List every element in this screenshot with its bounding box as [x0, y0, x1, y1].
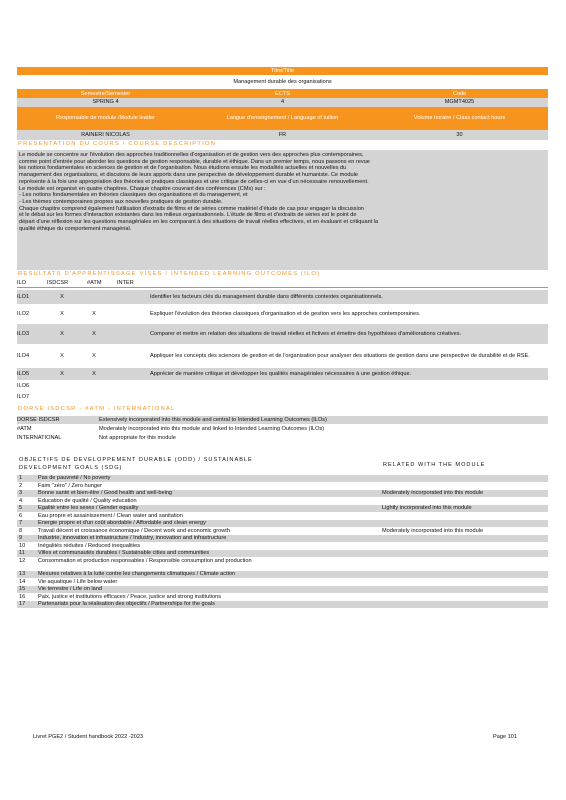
ilo-text — [150, 392, 548, 402]
sdg-row — [17, 513, 548, 520]
sdg-number: 8 — [19, 527, 23, 534]
sdg-number: 3 — [19, 490, 23, 496]
ilo-inter — [113, 368, 143, 380]
sdg-row — [17, 601, 548, 608]
presentation-line: - Les thèmes contemporaines propres aux nouvelles pratiques de gestion durable. — [19, 198, 223, 205]
ilo-text — [150, 381, 548, 391]
semester-label-row — [17, 90, 548, 98]
ilo-isd: X — [60, 330, 64, 337]
sdg-goal: Industrie, innovation et infrastructure / Industry, innovation and infrastructure — [38, 535, 227, 541]
presentation-line: départ d'une réflexion sur les questions managériales en les comparant à des situations de travail réelles effectives, et en évaluant et critiquant la — [19, 219, 379, 226]
sdg-goal: Egalité entre les sexes / Gender equality — [38, 505, 139, 511]
sdg-row — [17, 498, 548, 505]
leader-value: RAINERI NICOLAS — [81, 131, 130, 138]
programme-row — [17, 425, 548, 433]
presentation-line: les notions fondamentales en sciences de gestion et de l'organisation. Nous étudions ensuite les modalités actuelles et nouvelles du — [19, 165, 347, 172]
sdg-row — [17, 535, 548, 542]
footer-left: Livret PGE2 / Student handbook 2022 -2023 — [33, 734, 144, 740]
ilo-code: ILO7 — [17, 393, 30, 400]
sdg-number: 5 — [19, 505, 23, 511]
sdg-goal: Partenariats pour la réalisation des objectifs / Partnerships for the goals — [38, 601, 215, 607]
ilo-row — [17, 368, 548, 380]
leader-label-row — [17, 107, 548, 130]
ilo-isd: X — [60, 293, 64, 300]
sdg-number: 16 — [19, 593, 26, 600]
sdg-relation: Moderately incorporated into this module — [382, 527, 484, 534]
presentation-line: qualité éthique du comportement managérial. — [19, 225, 132, 232]
ilo-code: ILO1 — [17, 293, 30, 300]
title-label-row — [17, 67, 548, 75]
sdg-relation: Lightly incorporated into this module — [382, 505, 472, 511]
ilo-atm: X — [92, 330, 96, 337]
programme-label: INTERNATIONAL — [17, 434, 62, 441]
language-label: Langue d'enseignement / Language of tuition — [226, 115, 339, 122]
sdg-number: 17 — [19, 601, 26, 607]
ilo-text: Appliquer les concepts des sciences de gestion et de l'organisation pour analyser des situations de gestion dans une perspective de durabilité et de RSE. — [150, 352, 530, 359]
sdg-goal: Vie terrestre / Life on land — [38, 586, 102, 592]
sdg-goal: Bonne santé et bien-être / Good health and well-being — [38, 490, 173, 496]
presentation-body — [17, 150, 548, 270]
title-value-row — [17, 75, 548, 90]
presentation-line: Chaque chapitre comprend également l'utilisation d'extraits de films et de séries comme matériel d'étude de cas pour engager la discussion — [19, 205, 364, 212]
semester-value: SPRING 4 — [92, 99, 119, 106]
ilo-inter — [113, 306, 143, 322]
sdg-row — [17, 594, 548, 601]
sdg-number: 1 — [19, 475, 23, 481]
sdg-goal: Energie propre et d'un coût abordable / Affordable and clean energy — [38, 520, 206, 526]
hours-label: Volume horaire / Class contact hours — [413, 115, 506, 122]
ilo-col-code: ILO — [17, 280, 27, 287]
ilo-code: ILO6 — [17, 382, 30, 389]
semester-value-row — [17, 98, 548, 107]
sdg-row — [17, 571, 548, 578]
ilo-inter — [113, 290, 143, 304]
ilo-text: Comparer et mettre en relation des situations de travail réelles et fictives et émettre des hypothèses d'améliorations créatives. — [150, 330, 462, 337]
programme-row — [17, 416, 548, 424]
sdg-row — [17, 490, 548, 497]
language-value: FR — [278, 131, 287, 138]
sdg-heading-line1: OBJECTIFS DE DEVELOPPEMENT DURABLE (ODD) / SUSTAINABLE — [19, 457, 253, 463]
code-label: Code — [452, 90, 467, 97]
semester-label: Semestre/Semester — [80, 90, 131, 97]
ilo-isd: X — [60, 370, 64, 377]
module-title: Management durable des organisations — [233, 78, 332, 85]
presentation-line: Le module se concentre sur l'évolution des approches traditionnelles d'organisation et de gestion vers des approches plus contemporaines, — [19, 152, 364, 158]
presentation-line: représente à la fois une appropriation des théories et pratiques classiques et une critique de celles-ci en vue d'un nécessaire renouvellement. — [19, 178, 369, 185]
sdg-goal: Education de qualité / Quality education — [38, 497, 137, 504]
presentation-line: management des organisations, et discutons de leurs apports dans une perspective de développement durable et humaniste. Ce module — [19, 172, 358, 179]
ilo-code: ILO3 — [17, 330, 30, 337]
ects-label: ECTS — [275, 90, 290, 97]
sdg-number: 15 — [19, 586, 26, 592]
presentation-line: - Les notions fondamentales en théories classiques des organisations et du management, et — [19, 192, 248, 199]
sdg-row — [17, 586, 548, 593]
sdg-goal: Consommation et production responsables / Responsible consumption and production — [38, 557, 252, 564]
sdg-number: 12 — [19, 557, 26, 564]
ilo-atm — [79, 290, 109, 304]
ilo-text: Expliquer l'évolution des théories classiques d'organisation et de gestion vers les approches contemporaines. — [150, 310, 421, 317]
ilo-atm: X — [92, 310, 96, 317]
sdg-row — [17, 520, 548, 527]
ilo-col-atm: #ATM — [87, 280, 102, 287]
sdg-goal: Vie aquatique / Life below water — [38, 578, 118, 585]
sdg-number: 7 — [19, 520, 23, 526]
sdg-row — [17, 483, 548, 490]
ilo-heading: RESULTATS D'APPRENTISSAGE VISES / INTENDED LEARNING OUTCOMES (ILO) — [18, 271, 321, 277]
ilo-code: ILO4 — [17, 352, 30, 359]
programme-label: #ATM — [17, 425, 32, 432]
presentation-line: Le module est organisé en quatre chapitres. Chaque chapitre couvrant des conférences (CMs) sur : — [19, 185, 266, 192]
ilo-isd: X — [60, 310, 64, 317]
sdg-goal: Inégalités réduites / Reduced inequalities — [38, 542, 140, 549]
ilo-row — [17, 346, 548, 366]
ilo-row — [17, 381, 548, 391]
sdg-goal: Faim "zéro" / Zero hunger — [38, 482, 102, 489]
ilo-row — [17, 324, 548, 344]
sdg-row — [17, 550, 548, 557]
title-label: Titre/Title — [271, 67, 294, 74]
sdg-row — [17, 505, 548, 512]
presentation-line: et le débat sur les formes d'interaction existantes dans les milieux organisationnels. L'étude de films et d'extraits de séries est le point de — [19, 212, 357, 219]
ilo-code: ILO2 — [17, 310, 30, 317]
presentation-line: comme point d'entrée pour aborder les questions de gestion responsable, durable et éthique. Dans un premier temps, nous passons en revue — [19, 158, 370, 165]
programme-text: Moderately incorporated into this module and linked to Intended Learning Outcomes (ILOs) — [99, 425, 325, 432]
sdg-goal: Pas de pauvreté / No poverty — [38, 475, 111, 481]
sdg-goal: Mesures relatives à la lutte contre les changements climatiques / Climate action — [38, 571, 236, 577]
sdg-row — [17, 543, 548, 550]
sdg-related-heading: RELATED WITH THE MODULE — [383, 462, 486, 468]
sdg-number: 14 — [19, 578, 26, 585]
hours-value: 30 — [456, 131, 463, 138]
programme-text: Extensively incorporated into this module and central to Intended Learning Outcomes (ILOs) — [99, 416, 327, 423]
code-value: MGMT4025 — [444, 99, 475, 106]
sdg-number: 2 — [19, 482, 23, 489]
sdg-number: 6 — [19, 512, 23, 519]
sdg-goal: Eau propre et assainissement / Clean water and sanitation — [38, 512, 183, 519]
ilo-isd: X — [60, 352, 64, 359]
ilo-text: Identifier les facteurs clés du management durable dans différents contextes organisationnels. — [150, 293, 383, 300]
programme-label: DORSE ISDCSR — [17, 416, 60, 423]
sdg-number: 9 — [19, 535, 23, 541]
sdg-row — [17, 475, 548, 482]
footer-page-number: Page 101 — [493, 734, 517, 740]
sdg-number: 10 — [19, 542, 26, 549]
sdg-number: 4 — [19, 497, 23, 504]
sdg-goal: Villes et communautés durables / Sustainable cities and communities — [38, 550, 210, 556]
programme-text: Not appropriate for this module — [99, 434, 176, 441]
programme-heading: DORSE ISDCSR - #ATM - INTERNATIONAL — [18, 406, 176, 412]
ilo-col-inter: INTER — [117, 280, 134, 287]
sdg-relation: Moderately incorporated into this module — [382, 490, 484, 496]
ects-value: 4 — [280, 99, 285, 106]
sdg-goal: Travail décent et croissance économique / Decent work and economic growth — [38, 527, 230, 534]
ilo-atm: X — [92, 352, 96, 359]
ilo-header-row — [17, 280, 548, 288]
ilo-inter — [113, 324, 143, 344]
sdg-row — [17, 558, 548, 571]
ilo-text: Apprécier de manière critique et développer les qualités managériales nécessaires à une gestion éthique. — [150, 370, 412, 377]
ilo-row — [17, 306, 548, 322]
sdg-row — [17, 528, 548, 535]
leader-value-row — [17, 130, 548, 140]
programme-row — [17, 434, 548, 442]
sdg-number: 13 — [19, 571, 26, 577]
ilo-atm: X — [92, 370, 96, 377]
sdg-row — [17, 579, 548, 586]
sdg-goal: Paix, justice et institutions efficaces / Peace, justice and strong institutions — [38, 593, 222, 600]
sdg-heading-line2: DEVELOPMENT GOALS (SDG) — [19, 465, 123, 471]
ilo-inter — [113, 346, 143, 366]
presentation-heading: PRESENTATION DU COURS / COURSE DESCRIPTION — [18, 141, 217, 147]
ilo-code: ILO5 — [17, 370, 30, 377]
sdg-number: 11 — [19, 550, 25, 556]
ilo-col-isd: ISDCSR — [47, 280, 69, 287]
ilo-row — [17, 290, 548, 304]
ilo-row — [17, 392, 548, 402]
leader-label: Responsable de module /Module leader — [56, 115, 155, 122]
